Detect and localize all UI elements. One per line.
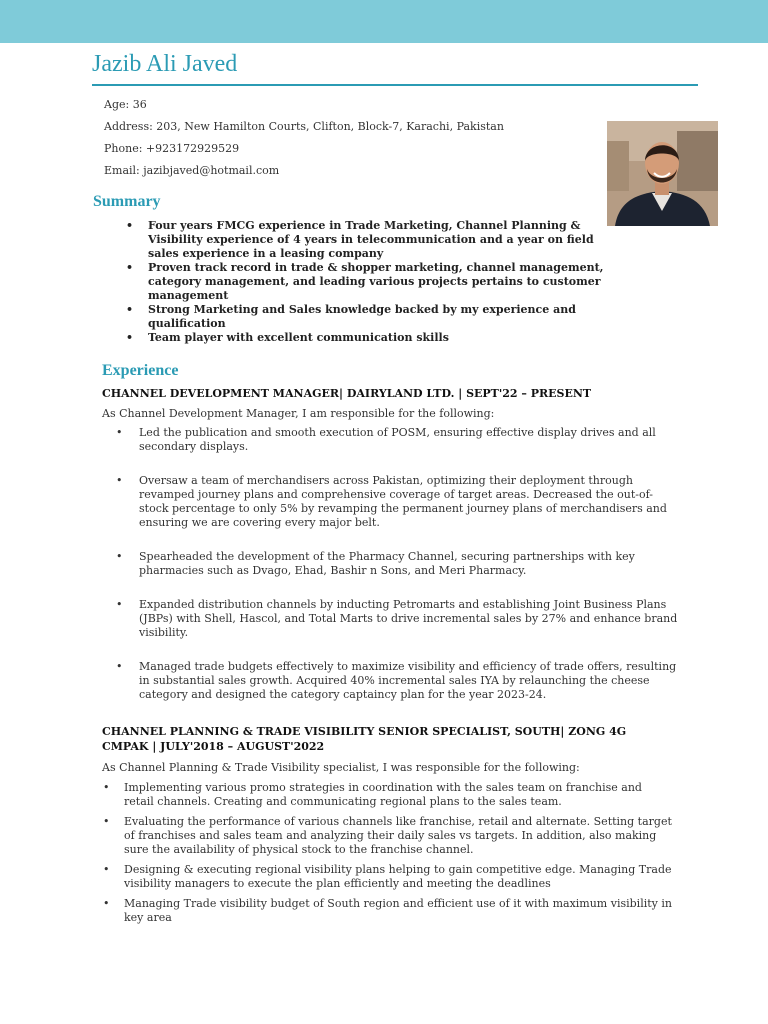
job-title: CHANNEL PLANNING & TRADE VISIBILITY SENIOR SPECIALIST, SOUTH| ZONG 4G CMPAK | JULY'2018 – AUGUST'2022: [102, 725, 627, 753]
list-item: • Managing Trade visibility budget of South region and efficient use of it with maximum visibility in key area: [124, 897, 674, 925]
list-item: • Implementing various promo strategies in coordination with the sales team on franchise and retail channels. Creating and communicating regional plans to the sales team.: [124, 781, 674, 809]
name-divider: [92, 84, 698, 86]
summary-list: [148, 219, 618, 345]
list-item: • Oversaw a team of merchandisers across Pakistan, optimizing their deployment through revamped journey plans and comprehensive coverage of target areas. Decreased the out-of-stock percentage to only 5% by revamping the permanent journey plans of merchandisers and ensuring we are covering every major belt.: [139, 474, 679, 530]
experience-heading: Experience: [102, 362, 179, 379]
list-item: • Team player with excellent communication skills: [148, 331, 618, 345]
job-title: CHANNEL DEVELOPMENT MANAGER| DAIRYLAND LTD. | SEPT'22 – PRESENT: [102, 387, 592, 400]
contact-block: [104, 94, 504, 182]
summary-heading: Summary: [93, 193, 161, 210]
job-intro: As Channel Planning & Trade Visibility specialist, I was responsible for the following:: [102, 761, 580, 774]
email-line: Email: jazibjaved@hotmail.com: [104, 164, 280, 177]
profile-photo: [607, 121, 718, 226]
phone-line: Phone: +923172929529: [104, 142, 240, 155]
job-responsibilities: [124, 781, 674, 931]
list-item: • Evaluating the performance of various channels like franchise, retail and alternate. Setting target of franchises and sales team and analyzing their daily sales vs targets. In addition, also making sure the availability of physical stock to the franchise channel.: [124, 815, 674, 857]
list-item: • Spearheaded the development of the Pharmacy Channel, securing partnerships with key pharmacies such as Dvago, Ehad, Bashir n Sons, and Meri Pharmacy.: [139, 550, 679, 578]
address-line: Address: 203, New Hamilton Courts, Clifton, Block-7, Karachi, Pakistan: [104, 120, 504, 133]
job-intro: As Channel Development Manager, I am responsible for the following:: [102, 407, 495, 420]
list-item: • Four years FMCG experience in Trade Marketing, Channel Planning & Visibility experience of 4 years in telecommunication and a year on field sales experience in a leasing company: [148, 219, 618, 261]
list-item: • Led the publication and smooth execution of POSM, ensuring effective display drives and all secondary displays.: [139, 426, 679, 454]
list-item: • Proven track record in trade & shopper marketing, channel management, category management, and leading various projects pertains to customer management: [148, 261, 618, 303]
job-responsibilities: [139, 426, 679, 722]
header-bar: [0, 0, 768, 43]
list-item: • Managed trade budgets effectively to maximize visibility and efficiency of trade offers, resulting in substantial sales growth. Acquired 40% incremental sales IYA by relaunching the cheese category and designed the category captaincy plan for the year 2023-24.: [139, 660, 679, 702]
age-line: Age: 36: [104, 98, 147, 111]
list-item: • Expanded distribution channels by inducting Petromarts and establishing Joint Business Plans (JBPs) with Shell, Hascol, and Total Marts to drive incremental sales by 27% and enhance brand visibility.: [139, 598, 679, 640]
candidate-name: Jazib Ali Javed: [92, 51, 238, 77]
list-item: • Designing & executing regional visibility plans helping to gain competitive edge. Managing Trade visibility managers to execute the plan efficiently and meeting the deadlines: [124, 863, 674, 891]
list-item: • Strong Marketing and Sales knowledge backed by my experience and qualification: [148, 303, 618, 331]
